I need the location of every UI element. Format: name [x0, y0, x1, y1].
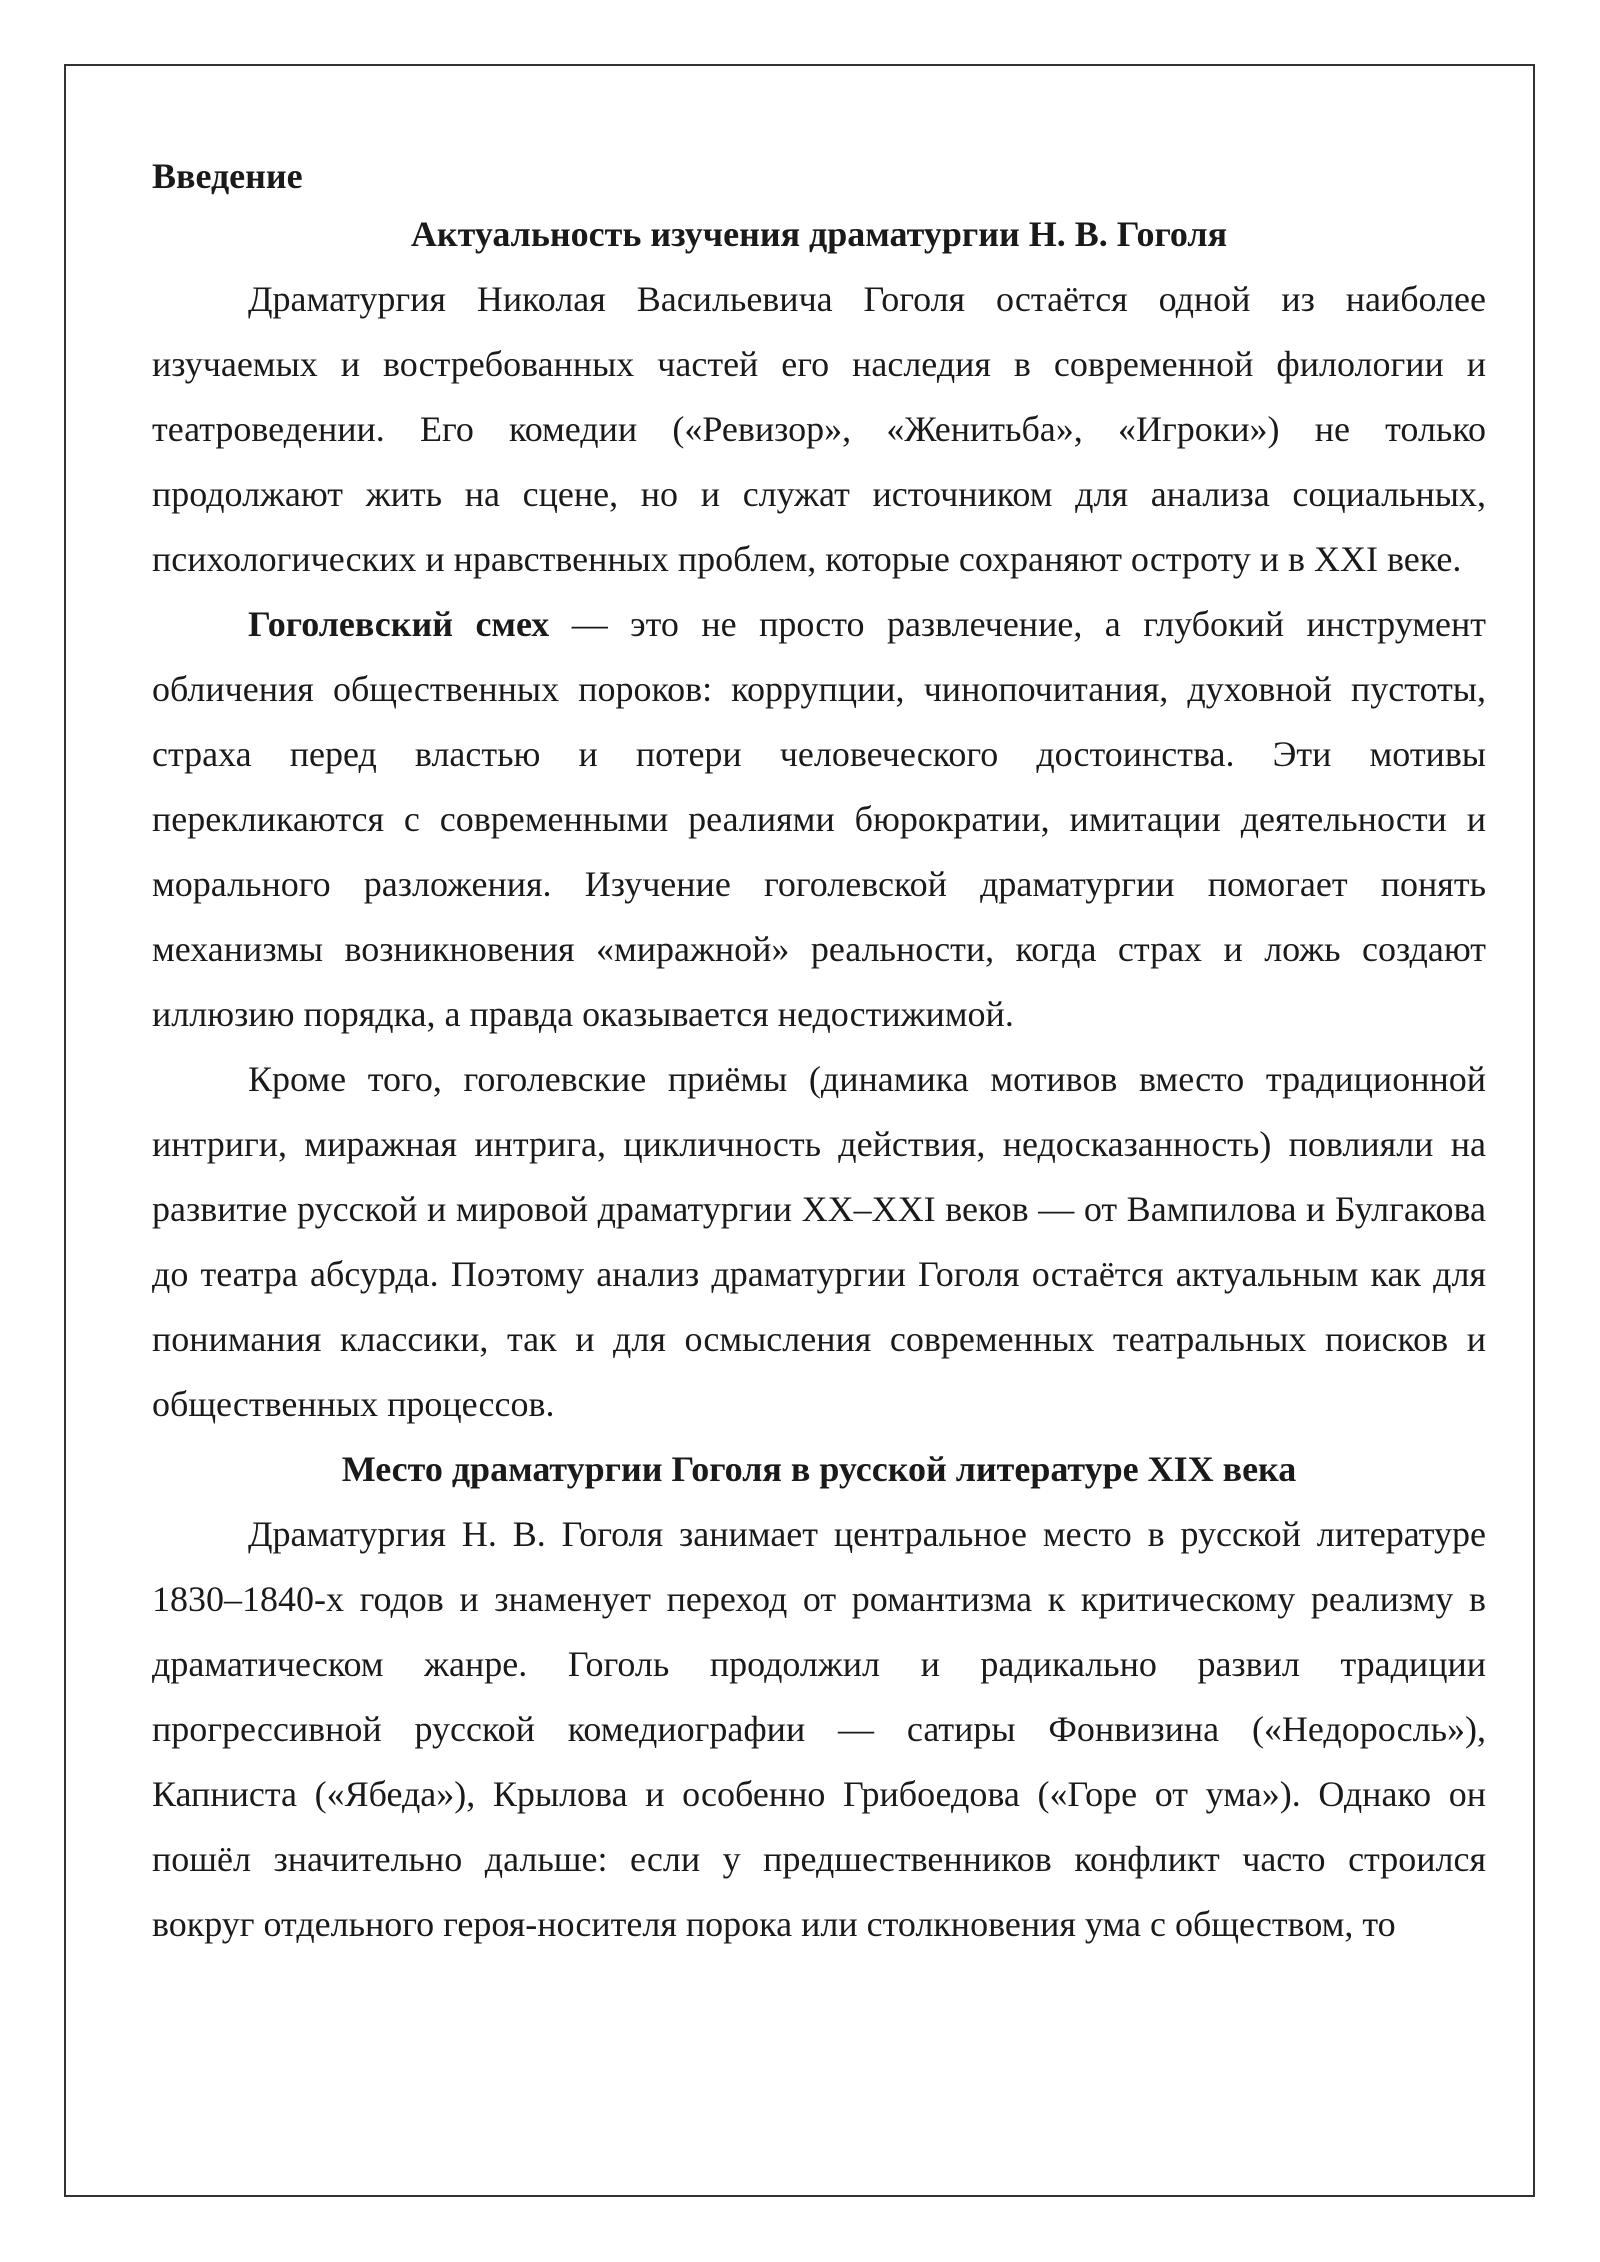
paragraph-1: Драматургия Николая Васильевича Гоголя остаётся одной из наиболее изучаемых и востребованных частей его наследия в современной филологии и театроведении. Его комедии («Ревизор», «Женитьба», «Игроки») не только продолжают жить на сцене, но и служат источником для анализа социальных, психологических и нравственных проблем, которые сохраняют остроту и в XXI веке. — [152, 279, 1486, 579]
heading-place-in-literature: Место драматургии Гоголя в русской литературе XIX века — [341, 1449, 1297, 1489]
paragraph-2 — [152, 592, 1486, 1047]
section-label: Введение — [152, 156, 303, 196]
document-body — [152, 150, 1486, 1957]
paragraph-4: Драматургия Н. В. Гоголя занимает центральное место в русской литературе 1830–1840-х годов и знаменует переход от романтизма к критическому реализму в драматическом жанре. Гоголь продолжил и радикально развил традиции прогрессивной русской комедиографии — сатиры Фонвизина («Недоросль»), Капниста («Ябеда»), Крылова и особенно Грибоедова («Горе от ума»). Однако он пошёл значительно дальше: если у предшественников конфликт часто строился вокруг отдельного героя-носителя порока или столкновения ума с обществом, то — [152, 1514, 1486, 1944]
heading-relevance: Актуальность изучения драматургии Н. В. Гоголя — [410, 214, 1228, 254]
paragraph-3: Кроме того, гоголевские приёмы (динамика мотивов вместо традиционной интриги, миражная интрига, цикличность действия, недосказанность) повлияли на развитие русской и мировой драматургии XX–XXI веков — от Вампилова и Булгакова до театра абсурда. Поэтому анализ драматургии Гоголя остаётся актуальным как для понимания классики, так и для осмысления современных театральных поисков и общественных процессов. — [152, 1059, 1486, 1424]
paragraph-2-lead: Гоголевский смех — [248, 604, 550, 644]
paragraph-2-text: — это не просто развлечение, а глубокий инструмент обличения общественных пороков: коррупции, чинопочитания, духовной пустоты, страха перед властью и потери человеческого достоинства. Эти мотивы перекликаются с современными реалиями бюрократии, имитации деятельности и морального разложения. Изучение гоголевской драматургии помогает понять механизмы возникновения «миражной» реальности, когда страх и ложь создают иллюзию порядка, а правда оказывается недостижимой. — [152, 604, 1486, 1034]
